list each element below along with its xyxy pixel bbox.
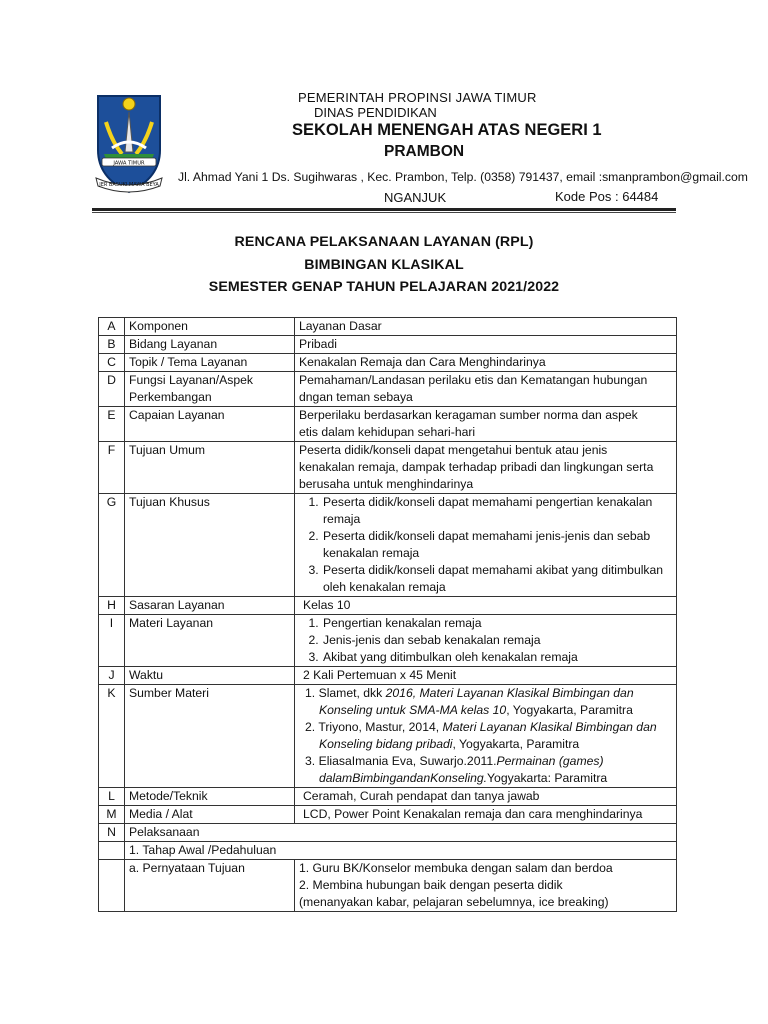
row-value: Kelas 10 [295,597,677,615]
source-text: Triyono, Mastur, 2014, [318,720,443,734]
row-code: H [99,597,125,615]
stage-step-label: a. Pernyataan Tujuan [125,860,295,912]
table-row [99,824,677,842]
row-label: Tujuan Khusus [125,494,295,597]
row-value: Ceramah, Curah pendapat dan tanya jawab [295,788,677,806]
row-code: G [99,494,125,597]
row-code: B [99,336,125,354]
row-value-line: Pemahaman/Landasan perilaku etis dan Kematangan hubungan [299,373,648,387]
row-label: Sumber Materi [125,685,295,788]
detail-line: 1. Guru BK/Konselor membuka dengan salam dan berdoa [299,861,613,875]
row-value [295,442,677,494]
emblem-bottom-ribbon: JER BASUKI MAWA BEYA [99,182,159,188]
row-label: Waktu [125,667,295,685]
row-label: Bidang Layanan [125,336,295,354]
table-row [99,685,677,788]
row-code-empty [99,842,125,860]
letterhead-divider-thin [92,212,676,213]
emblem-top-ribbon: JAWA TIMUR [113,160,145,167]
stage-step-detail [295,860,677,912]
row-code: E [99,407,125,442]
row-value: 2 Kali Pertemuan x 45 Menit [295,667,677,685]
row-value-line: dngan teman sebaya [299,390,413,404]
row-label: Pelaksanaan [125,824,677,842]
row-code: A [99,318,125,336]
source-item [301,685,672,719]
source-title: Permainan (games) dalamBimbingandanKonseling. [319,754,604,785]
row-code: I [99,615,125,667]
list-item: 2. Peserta didik/konseli dapat memahami jenis-jenis dan sebab kenakalan remaja [322,528,672,562]
source-number: 2. [305,720,316,734]
source-number: 3. [305,754,316,768]
document-semester: SEMESTER GENAP TAHUN PELAJARAN 2021/2022 [208,279,560,295]
row-value: Pribadi [295,336,677,354]
table-row [99,667,677,685]
row-value-line: berusaha untuk menghindarinya [299,477,474,491]
row-value: Kenakalan Remaja dan Cara Menghindarinya [295,354,677,372]
row-code-empty [99,860,125,912]
row-label: Topik / Tema Layanan [125,354,295,372]
row-code: M [99,806,125,824]
row-label: Media / Alat [125,806,295,824]
row-value [295,615,677,667]
source-item [301,719,672,753]
letterhead-divider [92,208,676,211]
row-code: D [99,372,125,407]
letterhead [92,88,748,214]
school-address: Jl. Ahmad Yani 1 Ds. Sugihwaras , Kec. Prambon, Telp. (0358) 791437, email :smanprambon@gmail.com [178,170,748,184]
table-row [99,494,677,597]
province-emblem-icon [92,92,166,194]
specific-goals-list [303,494,672,596]
document-subtitle: BIMBINGAN KLASIKAL [304,257,464,273]
rpl-table [98,317,677,912]
source-item [301,753,672,787]
table-row [99,442,677,494]
row-value-line: Berperilaku berdasarkan keragaman sumber norma dan aspek [299,408,638,422]
row-label: Materi Layanan [125,615,295,667]
row-code: N [99,824,125,842]
row-label: Sasaran Layanan [125,597,295,615]
row-code: J [99,667,125,685]
source-publisher: Yogyakarta: Paramitra [487,771,608,785]
postal-code: Kode Pos : 64484 [555,189,659,204]
row-label: Komponen [125,318,295,336]
table-row [99,407,677,442]
row-label: Capaian Layanan [125,407,295,442]
row-value-line: etis dalam kehidupan sehari-hari [299,425,476,439]
table-row [99,842,677,860]
table-row [99,336,677,354]
list-item: 1. Peserta didik/konseli dapat memahami pengertian kenakalan remaja [322,494,672,528]
row-value: LCD, Power Point Kenakalan remaja dan cara menghindarinya [295,806,677,824]
source-number: 1. [305,686,316,700]
source-text: Slamet, dkk [318,686,386,700]
source-text: EliasaImania Eva, Suwarjo.2011. [318,754,497,768]
table-row [99,597,677,615]
row-label-line: Fungsi Layanan/Aspek [129,373,253,387]
row-label: Metode/Teknik [125,788,295,806]
source-title: 2016, Materi Layanan Klasikal Bimbingan dan Konseling untuk SMA-MA kelas 10 [319,686,634,717]
list-item: 3. Akibat yang ditimbulkan oleh kenakalan remaja [322,649,672,666]
table-row [99,788,677,806]
department-name: DINAS PENDIDIKAN [314,105,437,120]
row-value [295,407,677,442]
list-item: 2. Jenis-jenis dan sebab kenakalan remaja [322,632,672,649]
school-city: NGANJUK [384,190,447,205]
table-row [99,806,677,824]
row-value: Layanan Dasar [295,318,677,336]
row-value-line: kenakalan remaja, dampak terhadap pribadi dan lingkungan serta [299,460,654,474]
row-code: L [99,788,125,806]
row-label [125,372,295,407]
detail-line: (menanyakan kabar, pelajaran sebelumnya, ice breaking) [299,895,609,909]
row-label-line: Perkembangan [129,390,212,404]
material-list [303,615,672,666]
table-row [99,615,677,667]
school-name: SEKOLAH MENENGAH ATAS NEGERI 1 [292,121,602,139]
table-row [99,318,677,336]
list-item: 1. Pengertian kenakalan remaja [322,615,672,632]
row-code: F [99,442,125,494]
school-town: PRAMBON [384,143,465,160]
source-publisher: , Yogyakarta, Paramitra [506,703,633,717]
source-title: Materi Layanan Klasikal Bimbingan dan Konseling bidang pribadi [319,720,657,751]
row-value-line: Peserta didik/konseli dapat mengetahui bentuk atau jenis [299,443,608,457]
table-row [99,372,677,407]
government-name: PEMERINTAH PROPINSI JAWA TIMUR [298,90,537,105]
table-row [99,354,677,372]
detail-line: 2. Membina hubungan baik dengan peserta didik [299,878,563,892]
stage-heading: 1. Tahap Awal /Pedahuluan [125,842,677,860]
row-label: Tujuan Umum [125,442,295,494]
list-item: 3. Peserta didik/konseli dapat memahami akibat yang ditimbulkan oleh kenakalan remaja [322,562,672,596]
row-value [295,372,677,407]
row-code: C [99,354,125,372]
row-code: K [99,685,125,788]
document-title: RENCANA PELAKSANAAN LAYANAN (RPL) [234,234,534,250]
row-value [295,494,677,597]
table-row [99,860,677,912]
source-publisher: , Yogyakarta, Paramitra [452,737,580,751]
row-value [295,685,677,788]
